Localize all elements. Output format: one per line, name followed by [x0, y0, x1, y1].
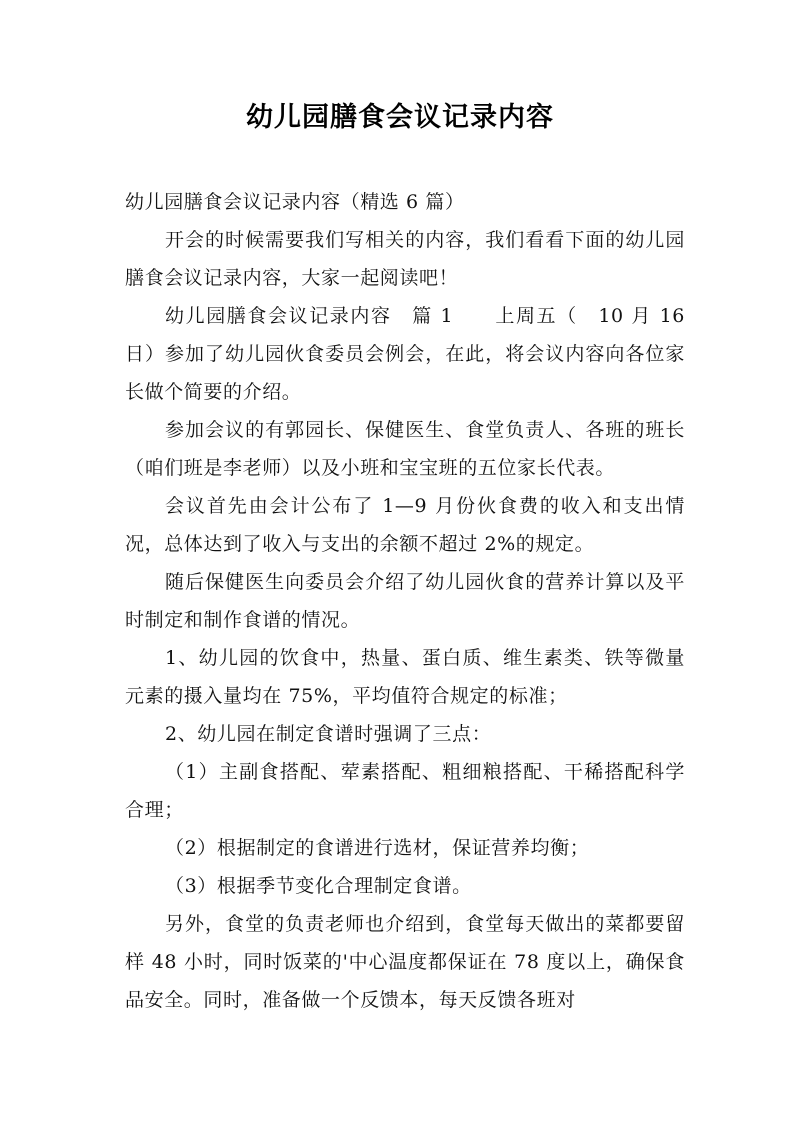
document-title: 幼儿园膳食会议记录内容: [246, 102, 554, 133]
document-subtitle: 幼儿园膳食会议记录内容（精选 6 篇）: [125, 191, 465, 213]
paragraph-attendees: 参加会议的有郭园长、保健医生、食堂负责人、各班的班长（咱们班是李老师）以及小班和宝宝班的五位家长代表。: [125, 419, 685, 479]
paragraph-intro: 开会的时候需要我们写相关的内容，我们看看下面的幼儿园膳食会议记录内容，大家一起阅读吧！: [125, 229, 685, 289]
paragraph-accounting: 会议首先由会计公布了 1—9 月份伙食费的收入和支出情况，总体达到了收入与支出的余额不超过 2%的规定。: [125, 495, 685, 555]
paragraph-subpoint-2: （2）根据制定的食谱进行选材，保证营养均衡；: [165, 837, 590, 859]
paragraph-point-1: 1、幼儿园的饮食中，热量、蛋白质、维生素类、铁等微量元素的摄入量均在 75%，平均值符合规定的标准；: [125, 647, 685, 707]
paragraph-nutrition-intro: 随后保健医生向委员会介绍了幼儿园伙食的营养计算以及平时制定和制作食谱的情况。: [125, 571, 685, 631]
document-body: [125, 183, 685, 1019]
paragraph-section-1-start: 幼儿园膳食会议记录内容 篇 1 上周五（ 10 月 16 日）参加了幼儿园伙食委员会例会，在此，将会议内容向各位家长做个简要的介绍。: [125, 305, 685, 403]
paragraph-point-2: 2、幼儿园在制定食谱时强调了三点：: [165, 723, 492, 745]
paragraph-canteen: 另外，食堂的负责老师也介绍到，食堂每天做出的菜都要留样 48 小时，同时饭菜的'中心温度都保证在 78 度以上，确保食品安全。同时，准备做一个反馈本，每天反馈各班对: [125, 913, 685, 1011]
paragraph-subpoint-1: （1）主副食搭配、荤素搭配、粗细粮搭配、干稀搭配科学合理；: [125, 761, 685, 821]
paragraph-subpoint-3: （3）根据季节变化合理制定食谱。: [165, 875, 472, 897]
